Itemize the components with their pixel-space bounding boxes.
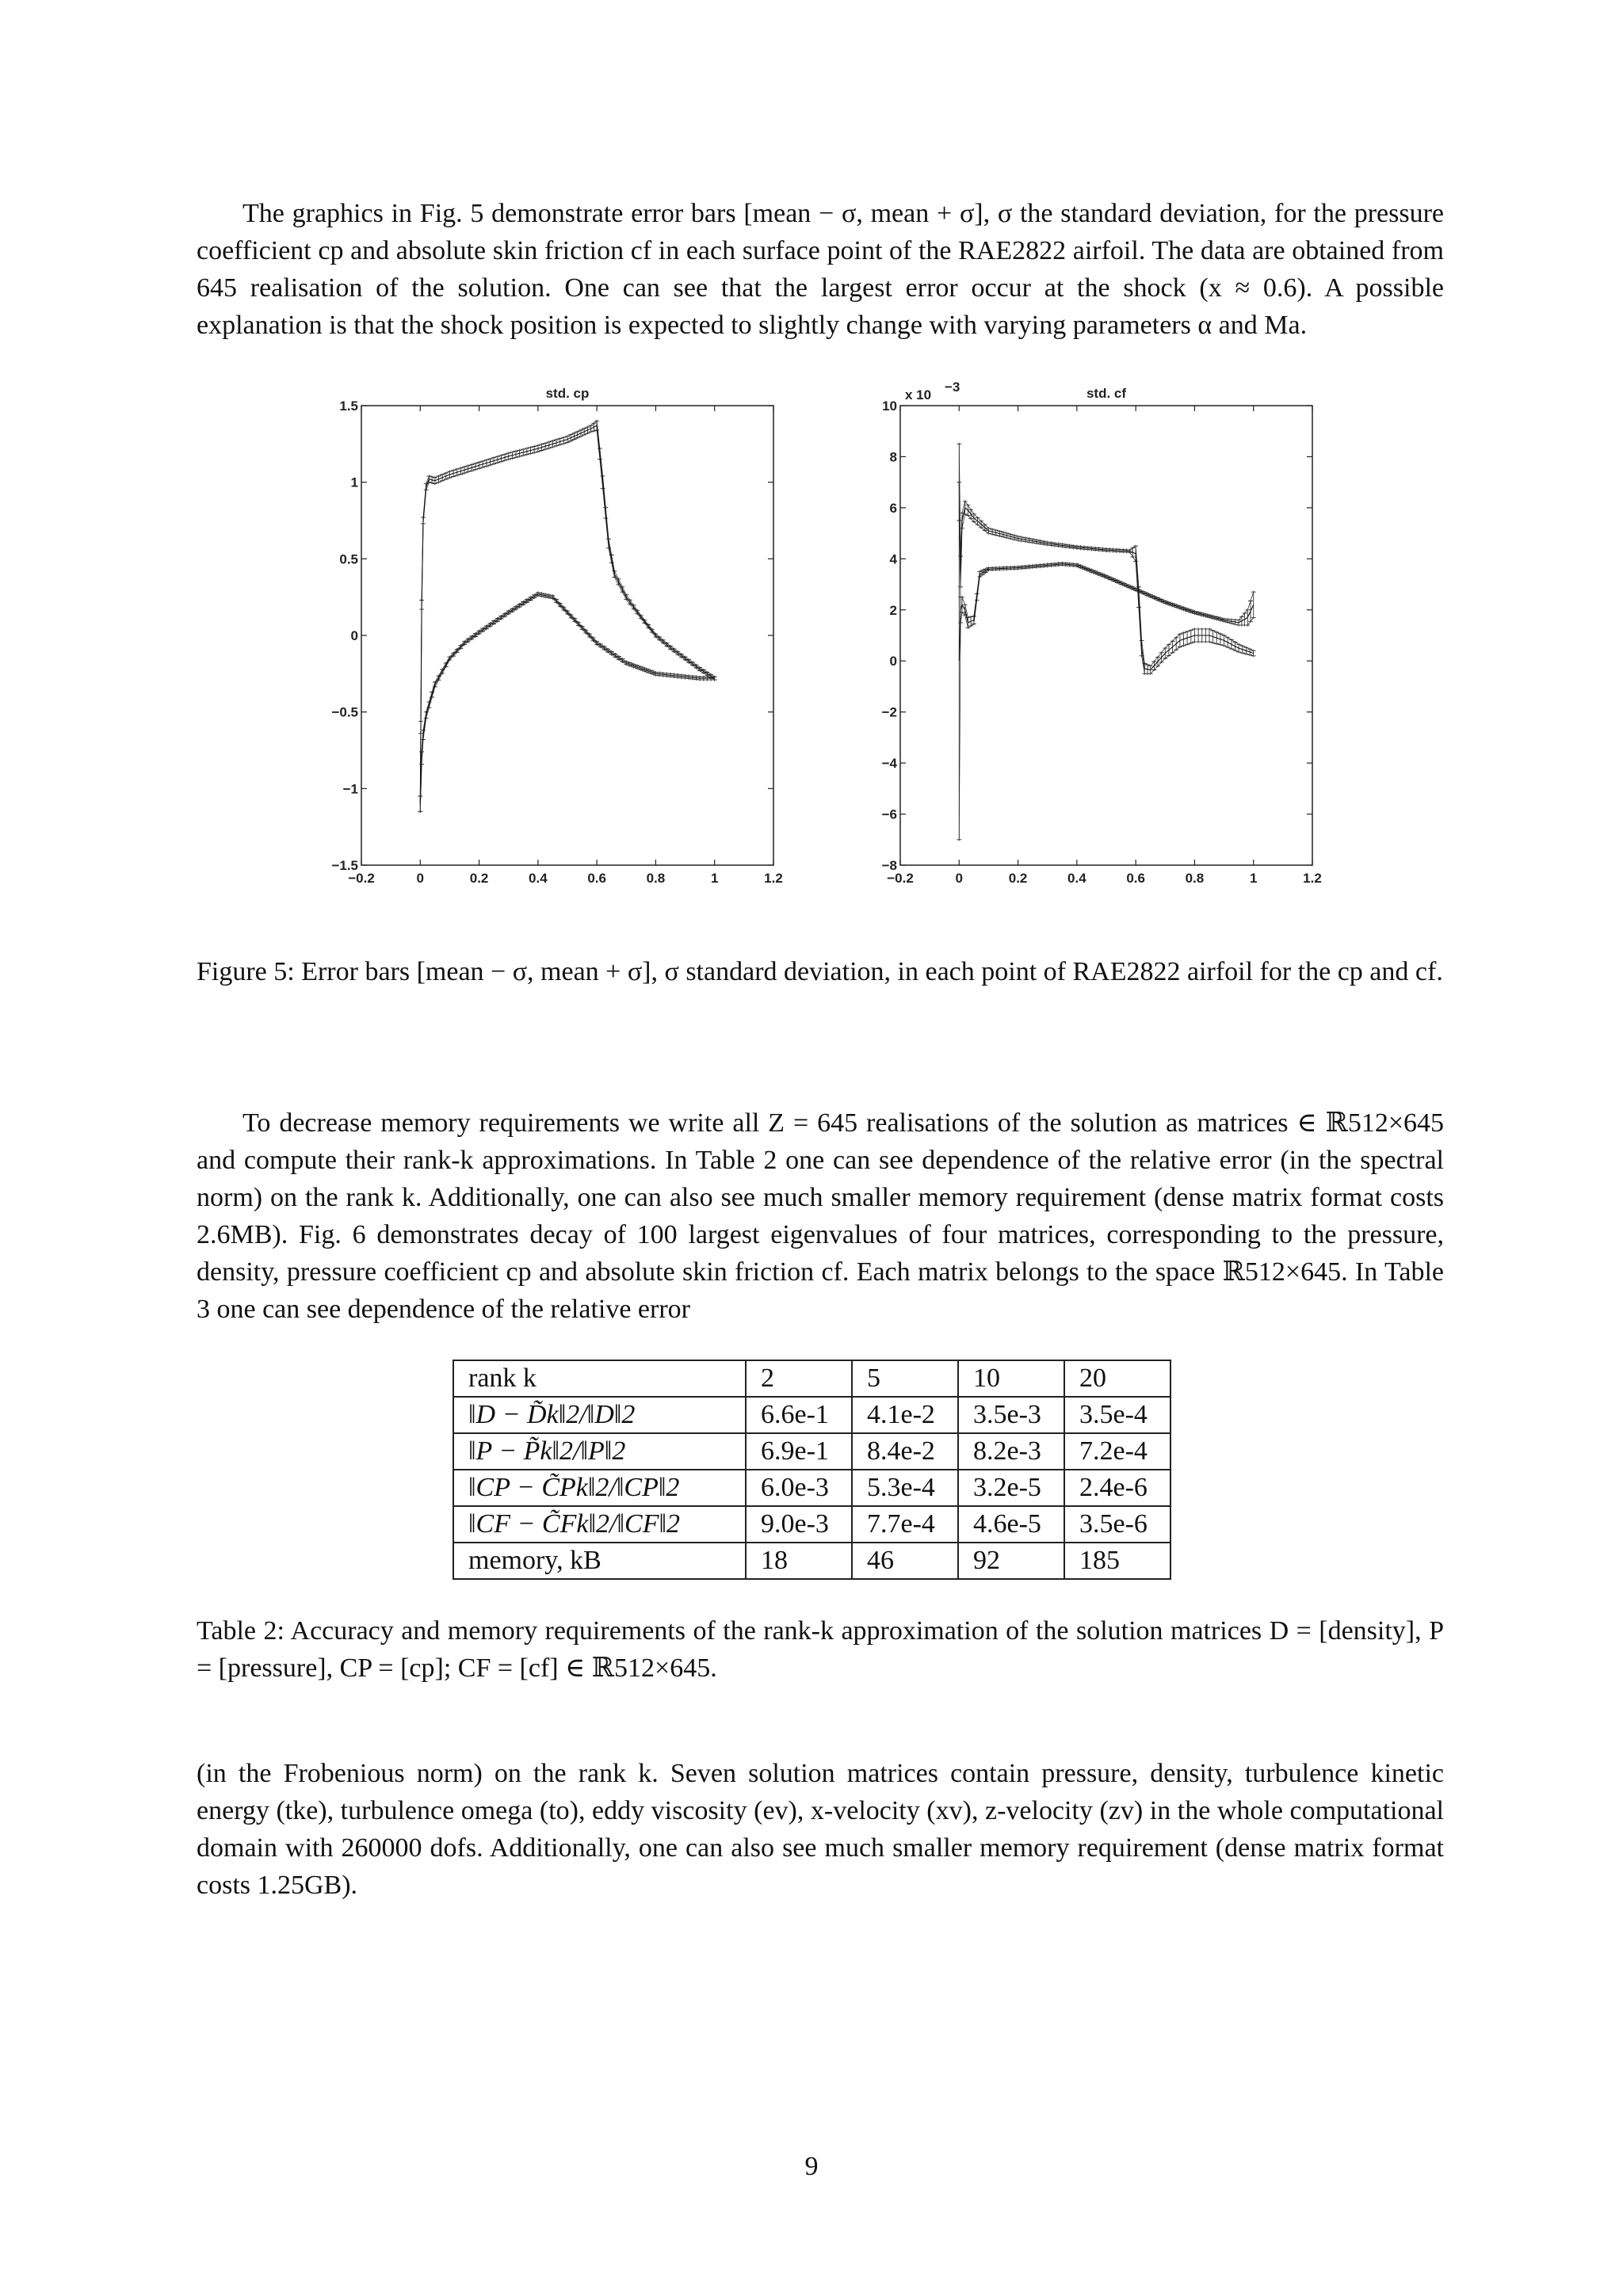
table-cell: 46 <box>852 1543 958 1579</box>
x-tick-label: 1 <box>1249 871 1258 886</box>
plot-frame <box>361 406 773 865</box>
lower-bound-line <box>959 565 1253 839</box>
x-tick-label: 1.2 <box>1303 871 1322 886</box>
plot-title: std. cf <box>1086 386 1127 401</box>
table-row <box>453 1506 1170 1543</box>
plot-std-cp-svg <box>331 372 800 887</box>
x-tick-label: 0.6 <box>587 871 606 886</box>
table-row <box>453 1543 1170 1579</box>
plot-std-cp <box>331 372 800 887</box>
table-cell: 18 <box>746 1543 852 1579</box>
x-tick-label: 0 <box>955 871 964 886</box>
table-cell: 7.7e-4 <box>852 1506 958 1543</box>
paragraph-1: The graphics in Fig. 5 demonstrate error bars [mean − σ, mean + σ], σ the standard deviation, for the pressure coefficient cp and absolute skin friction cf in each surface point of the RAE2822 airfoil. The data are obtained from 645 realisation of the solution. One can see that the largest error occur at the shock (x ≈ 0.6). A possible explanation is that the shock position is expected to slightly change with varying parameters α and Ma. <box>197 199 1444 340</box>
y-tick-label: −0.5 <box>331 704 358 720</box>
table-cell: ‖D − D̃k‖2/‖D‖2 <box>453 1397 746 1433</box>
table-cell: 6.6e-1 <box>746 1397 852 1433</box>
y-tick-label: −6 <box>881 807 897 822</box>
plot-std-cf-svg <box>881 372 1339 887</box>
table-cell: 3.5e-4 <box>1064 1397 1170 1433</box>
figure-caption: Figure 5: Error bars [mean − σ, mean + σ], σ standard deviation, in each point of RAE2822 airfoil for the cp and cf. <box>197 957 1443 986</box>
table-cell: 3.5e-3 <box>958 1397 1064 1433</box>
x-tick-label: 0.2 <box>469 871 489 886</box>
table-cell: 185 <box>1064 1543 1170 1579</box>
axis-exponent-label: x 10 <box>905 387 932 402</box>
lower-bound-line <box>959 514 1253 673</box>
x-tick-label: 0.4 <box>1067 871 1086 886</box>
table-cell: 8.2e-3 <box>958 1433 1064 1470</box>
x-tick-label: 0.6 <box>1126 871 1145 886</box>
table-cell: 3.5e-6 <box>1064 1506 1170 1543</box>
table-cell: ‖P − P̃k‖2/‖P‖2 <box>453 1433 746 1470</box>
table-header-cell: 10 <box>958 1360 1064 1397</box>
x-tick-label: 0.2 <box>1008 871 1028 886</box>
plot-title: std. cp <box>545 386 590 401</box>
x-tick-label: 1 <box>710 871 719 886</box>
y-tick-label: −1 <box>342 781 358 797</box>
table-cell: memory, kB <box>453 1543 746 1579</box>
table-cell: 5.3e-4 <box>852 1470 958 1506</box>
x-tick-label: −0.2 <box>887 871 914 886</box>
y-tick-label: 8 <box>889 449 897 465</box>
y-tick-label: 1 <box>350 475 358 490</box>
x-tick-label: 0.8 <box>1185 871 1205 886</box>
x-tick-label: 0.4 <box>529 871 548 886</box>
results-table <box>453 1360 1171 1580</box>
mean-line-lower-surface <box>420 594 714 804</box>
table-cell: 8.4e-2 <box>852 1433 958 1470</box>
page-number: 9 <box>804 2152 819 2181</box>
y-tick-label: 4 <box>889 551 897 567</box>
table-cell: 3.2e-5 <box>958 1470 1064 1506</box>
paragraph-3: (in the Frobenious norm) on the rank k. Seven solution matrices contain pressure, density, turbulence kinetic energy (tke), turbulence omega (to), eddy viscosity (ev), x-velocity (xv), z-velocity (zv) in the whole computational domain with 260000 dofs. Additionally, one can also see much smaller memory requirement (dense matrix format costs 1.25GB). <box>197 1759 1444 1900</box>
lower-bound-line <box>420 596 714 812</box>
paragraph-2: To decrease memory requirements we write all Z = 645 realisations of the solution as matrices ∈ ℝ512×645 and compute their rank-k approximations. In Table 2 one can see dependence of the relative error (in the spectral norm) on the rank k. Additionally, one can also see much smaller memory requirement (dense matrix format costs 2.6MB). Fig. 6 demonstrates decay of 100 largest eigenvalues of four matrices, corresponding to the pressure, density, pressure coefficient cp and absolute skin friction cf. Each matrix belongs to the space ℝ512×645. In Table 3 one can see dependence of the relative error <box>197 1108 1444 1324</box>
table-cell: 9.0e-3 <box>746 1506 852 1543</box>
table-header-cell: 20 <box>1064 1360 1170 1397</box>
table-row <box>453 1397 1170 1433</box>
table-cell: 6.9e-1 <box>746 1433 852 1470</box>
x-tick-label: 0.8 <box>646 871 666 886</box>
plot-std-cf <box>881 372 1339 887</box>
table-cell: 7.2e-4 <box>1064 1433 1170 1470</box>
y-tick-label: 2 <box>889 602 897 618</box>
y-tick-label: −1.5 <box>331 858 358 873</box>
table-row <box>453 1470 1170 1506</box>
table-caption: Table 2: Accuracy and memory requirements of the rank-k approximation of the solution matrices D = [density], P = [pressure], CP = [cp]; CF = [cf] ∈ ℝ512×645. <box>197 1616 1444 1683</box>
y-tick-label: 6 <box>889 500 897 516</box>
table-cell: 4.6e-5 <box>958 1506 1064 1543</box>
error-bars-lower-surface <box>957 481 1255 841</box>
lower-bound-line <box>420 430 714 811</box>
table-cell: 92 <box>958 1543 1064 1579</box>
error-bars-upper-surface <box>418 420 716 813</box>
table-row <box>453 1433 1170 1470</box>
table-cell: 2.4e-6 <box>1064 1470 1170 1506</box>
y-tick-label: 1.5 <box>339 399 358 414</box>
x-tick-label: 1.2 <box>764 871 783 886</box>
y-tick-label: 10 <box>882 399 897 414</box>
upper-bound-line <box>420 593 714 796</box>
y-tick-label: 0.5 <box>339 551 358 567</box>
upper-bound-line <box>420 421 714 796</box>
x-tick-label: 0 <box>416 871 425 886</box>
table-header-cell: 2 <box>746 1360 852 1397</box>
y-tick-label: −8 <box>881 858 897 873</box>
y-tick-label: −4 <box>881 756 897 772</box>
y-tick-label: −2 <box>881 704 897 720</box>
axis-exponent-power: −3 <box>945 379 960 395</box>
error-bars-lower-surface <box>418 591 716 812</box>
table-header-cell: 5 <box>852 1360 958 1397</box>
table-cell: ‖CP − C̃Pk‖2/‖CP‖2 <box>453 1470 746 1506</box>
table-header-cell: rank k <box>453 1360 746 1397</box>
table-cell: 4.1e-2 <box>852 1397 958 1433</box>
y-tick-label: 0 <box>889 654 897 669</box>
table-cell: ‖CF − C̃Fk‖2/‖CF‖2 <box>453 1506 746 1543</box>
y-tick-label: 0 <box>350 628 358 643</box>
table-cell: 6.0e-3 <box>746 1470 852 1506</box>
x-tick-label: −0.2 <box>348 871 375 886</box>
table-header-row <box>453 1360 1170 1397</box>
error-bars-upper-surface <box>957 443 1255 675</box>
plot-frame <box>900 406 1312 865</box>
